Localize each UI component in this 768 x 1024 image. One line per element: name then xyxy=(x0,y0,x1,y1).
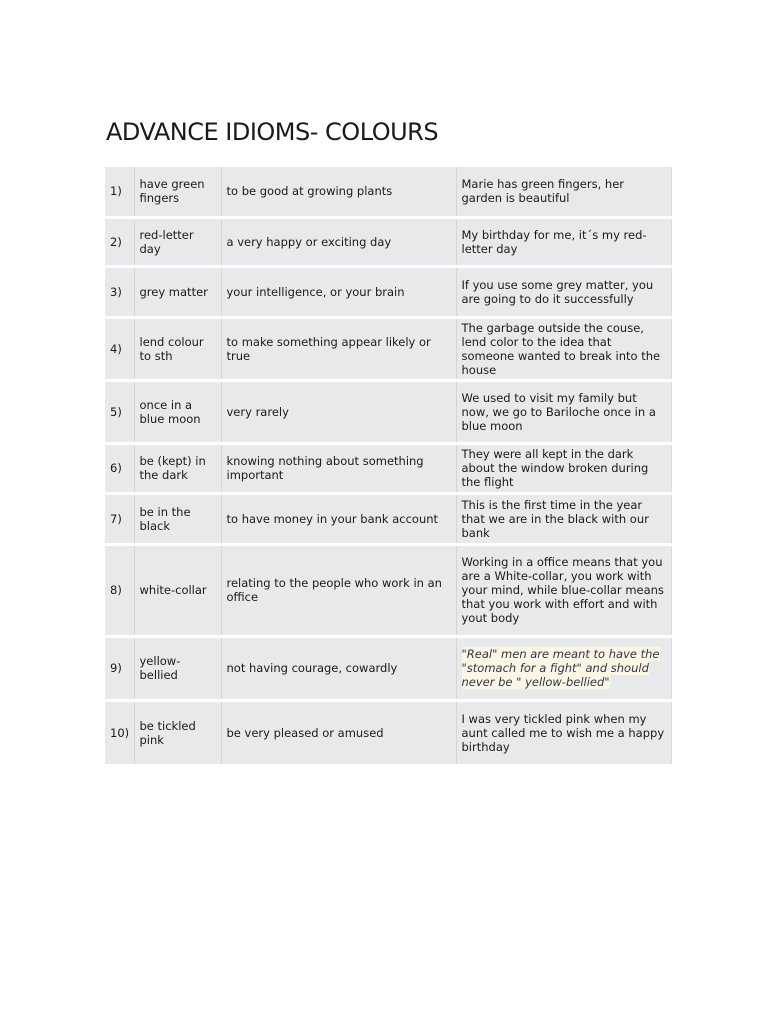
row-number: 5) xyxy=(105,380,134,443)
table-row xyxy=(105,317,671,380)
idiom-cell: be tickled pink xyxy=(134,700,221,764)
table-row xyxy=(105,380,671,443)
table-row xyxy=(105,493,671,544)
table-row xyxy=(105,217,671,266)
meaning-cell: be very pleased or amused xyxy=(221,700,456,764)
row-number: 7) xyxy=(105,493,134,544)
idiom-cell: grey matter xyxy=(134,266,221,317)
row-number: 9) xyxy=(105,636,134,700)
meaning-cell: relating to the people who work in an office xyxy=(221,544,456,636)
page-title: ADVANCE IDIOMS- COLOURS xyxy=(106,118,439,146)
idiom-cell: be (kept) in the dark xyxy=(134,443,221,493)
example-cell: They were all kept in the dark about the window broken during the flight xyxy=(456,443,671,493)
table-row xyxy=(105,167,671,217)
example-cell: This is the first time in the year that we are in the black with our bank xyxy=(456,493,671,544)
row-number: 6) xyxy=(105,443,134,493)
meaning-cell: very rarely xyxy=(221,380,456,443)
meaning-cell: your intelligence, or your brain xyxy=(221,266,456,317)
idiom-cell: red-letter day xyxy=(134,217,221,266)
idiom-cell: once in a blue moon xyxy=(134,380,221,443)
table-row xyxy=(105,443,671,493)
example-cell: We used to visit my family but now, we go to Bariloche once in a blue moon xyxy=(456,380,671,443)
idiom-cell: be in the black xyxy=(134,493,221,544)
meaning-cell: to make something appear likely or true xyxy=(221,317,456,380)
row-number: 3) xyxy=(105,266,134,317)
meaning-cell: knowing nothing about something important xyxy=(221,443,456,493)
highlighted-example: "Real" men are meant to have the "stomach for a fight" and should never be " yellow-bellied" xyxy=(461,647,660,689)
row-number: 1) xyxy=(105,167,134,217)
example-cell: The garbage outside the couse, lend color to the idea that someone wanted to break into the house xyxy=(456,317,671,380)
meaning-cell: a very happy or exciting day xyxy=(221,217,456,266)
table-row xyxy=(105,266,671,317)
meaning-cell: not having courage, cowardly xyxy=(221,636,456,700)
idiom-cell: yellow-bellied xyxy=(134,636,221,700)
example-cell: My birthday for me, it´s my red-letter day xyxy=(456,217,671,266)
row-number: 4) xyxy=(105,317,134,380)
row-number: 8) xyxy=(105,544,134,636)
meaning-cell: to have money in your bank account xyxy=(221,493,456,544)
table-row xyxy=(105,636,671,700)
table-row xyxy=(105,700,671,764)
example-cell: Working in a office means that you are a White-collar, you work with your mind, while blue-collar means that you work with effort and with yout body xyxy=(456,544,671,636)
row-number: 10) xyxy=(105,700,134,764)
idioms-table xyxy=(105,167,672,764)
example-cell: If you use some grey matter, you are going to do it successfully xyxy=(456,266,671,317)
table-row xyxy=(105,544,671,636)
idiom-cell: have green fingers xyxy=(134,167,221,217)
row-number: 2) xyxy=(105,217,134,266)
example-cell: I was very tickled pink when my aunt called me to wish me a happy birthday xyxy=(456,700,671,764)
example-cell: Marie has green fingers, her garden is beautiful xyxy=(456,167,671,217)
example-cell xyxy=(456,636,671,700)
idiom-cell: lend colour to sth xyxy=(134,317,221,380)
idiom-cell: white-collar xyxy=(134,544,221,636)
meaning-cell: to be good at growing plants xyxy=(221,167,456,217)
